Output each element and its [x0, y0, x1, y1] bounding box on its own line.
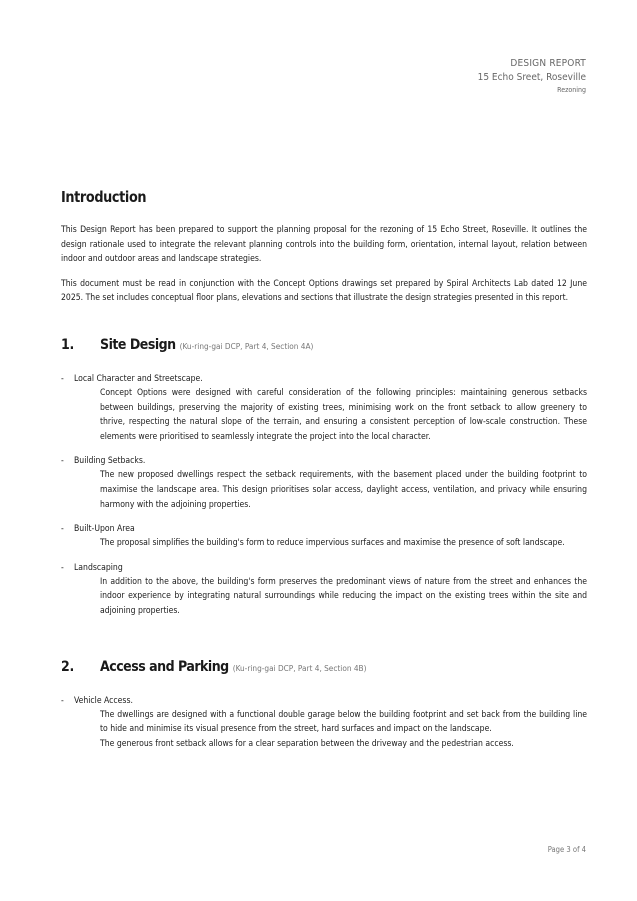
intro-paragraph-1: This Design Report has been prepared to support the planning proposal for the rezoning of 15 Echo Street, Roseville. It outlines the design rationale used to integrate the relevant planning controls into the building form, orientation, internal layout, relation between indoor and outdoor areas and landscape strategies.	[61, 225, 587, 265]
section-2-item	[61, 694, 587, 752]
item-body: The new proposed dwellings respect the setback requirements, with the basement placed under the building footprint to maximise the landscape area. This design prioritises solar access, daylight access, ventilation, and privacy while ensuring harmony with the adjoining properties.	[100, 470, 587, 510]
section-1-item	[61, 372, 587, 444]
intro-paragraph-2: This document must be read in conjunction with the Concept Options drawings set prepared by Spiral Architects Lab dated 12 June 2025. The set includes conceptual floor plans, elevations and sections that illustrate the design strategies presented in this report.	[61, 278, 587, 304]
item-label: Local Character and Streetscape.	[74, 373, 203, 384]
item-label: Landscaping	[74, 562, 123, 573]
section-1-number: 1.	[61, 336, 74, 353]
section-1-title: Site Design	[100, 336, 176, 353]
bullet-dash: -	[61, 524, 64, 535]
bullet-dash: -	[61, 695, 64, 706]
section-1-heading	[61, 337, 587, 353]
item-body: In addition to the above, the building's form preserves the predominant views of nature from the street and enhances the indoor experience by integrating natural surroundings while reducing the impact on the existing trees within the site and adjoining properties.	[100, 576, 587, 616]
document-header	[478, 57, 586, 96]
report-type: DESIGN REPORT	[510, 58, 586, 69]
page-content	[61, 188, 587, 751]
item-body: The proposal simplifies the building's form to reduce impervious surfaces and maximise the presence of soft landscape.	[100, 538, 565, 549]
bullet-dash: -	[61, 562, 64, 573]
item-body-continued: The generous front setback allows for a clear separation between the driveway and the pedestrian access.	[100, 738, 514, 749]
section-2-title: Access and Parking	[100, 658, 229, 675]
section-1-item	[61, 522, 587, 551]
section-2-reference: (Ku-ring-gai DCP, Part 4, Section 4B)	[232, 662, 367, 673]
section-1-item	[61, 561, 587, 619]
item-label: Building Setbacks.	[74, 456, 146, 467]
section-2-heading	[61, 659, 587, 675]
project-address: 15 Echo Sreet, Roseville	[477, 72, 586, 83]
project-subtitle: Rezoning	[557, 86, 586, 94]
section-2-number: 2.	[61, 658, 74, 675]
item-body: The dwellings are designed with a functional double garage below the building footprint and set back from the building line to hide and minimise its visual presence from the street, hard surfaces and impact on the landscape.	[100, 709, 587, 735]
page-number: Page 3 of 4	[547, 845, 586, 854]
bullet-dash: -	[61, 456, 64, 467]
item-label: Built-Upon Area	[74, 524, 135, 535]
bullet-dash: -	[61, 373, 64, 384]
section-1-reference: (Ku-ring-gai DCP, Part 4, Section 4A)	[179, 340, 314, 351]
item-label: Vehicle Access.	[74, 695, 133, 706]
intro-heading: Introduction	[61, 188, 147, 206]
section-1-item	[61, 454, 587, 512]
item-body: Concept Options were designed with careful consideration of the following principles: maintaining generous setbacks between buildings, preserving the majority of existing trees, minimising work on the front setback to allow greenery to thrive, respecting the natural slope of the terrain, and ensuring a consistent perception of low-scale construction. These elements were prioritised to seamlessly integrate the project into the local character.	[100, 387, 587, 442]
